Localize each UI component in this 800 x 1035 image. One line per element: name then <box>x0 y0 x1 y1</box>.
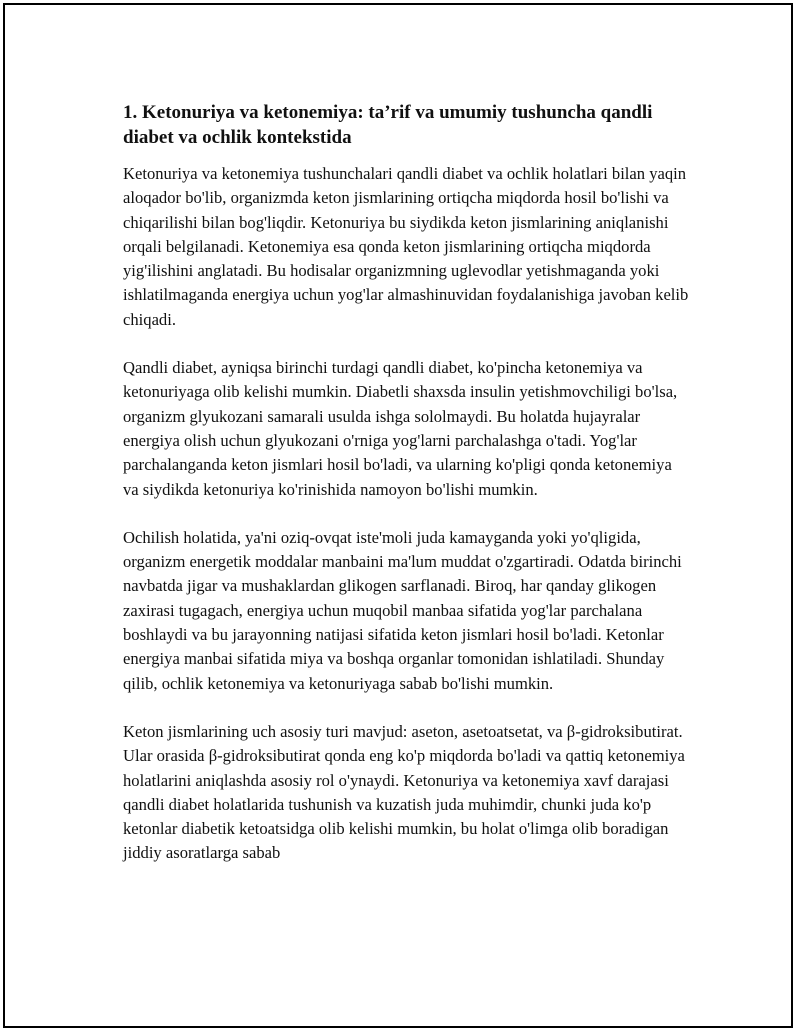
page-frame <box>3 3 793 1028</box>
paragraph-1: Ketonuriya va ketonemiya tushunchalari qandli diabet va ochlik holatlari bilan yaqin aloqador bo'lib, organizmda keton jismlarining ortiqcha miqdorda hosil bo'lishi va chiqarilishi bilan bog'liqdir. Ketonuriya bu siydikda keton jismlarining aniqlanishi orqali belgilanadi. Ketonemiya esa qonda keton jismlarining ortiqcha miqdorda yig'ilishini anglatadi. Bu hodisalar organizmning uglevodlar yetishmaganda yoki ishlatilmaganda energiya uchun yog'lar almashinuvidan foydalanishiga javoban kelib chiqadi. <box>123 164 689 329</box>
paragraph-2: Qandli diabet, ayniqsa birinchi turdagi qandli diabet, ko'pincha ketonemiya va ketonuriyaga olib kelishi mumkin. Diabetli shaxsda insulin yetishmovchiligi bo'lsa, organizm glyukozani samarali usulda ishga sololmaydi. Bu holatda hujayralar energiya olish uchun glyukozani o'rniga yog'larni parchalashga o'tadi. Yog'lar parchalanganda keton jismlari hosil bo'ladi, va ularning ko'pligi qonda ketonemiya va siydikda ketonuriya ko'rinishida namoyon bo'lishi mumkin. <box>123 358 678 499</box>
paragraph-3: Ochilish holatida, ya'ni oziq-ovqat iste'moli juda kamayganda yoki yo'qligida, organizm energetik moddalar manbaini ma'lum muddat o'zgartiradi. Odatda birinchi navbatda jigar va mushaklardan glikogen sarflanadi. Biroq, har qanday glikogen zaxirasi tugagach, energiya uchun muqobil manbaa sifatida yog'lar parchalana boshlaydi va bu jarayonning natijasi sifatida keton jismlari hosil bo'ladi. Ketonlar energiya manbai sifatida miya va boshqa organlar tomonidan ishlatiladi. Shunday qilib, ochlik ketonemiya va ketonuriyaga sabab bo'lishi mumkin. <box>123 527 682 693</box>
paragraph-4: Keton jismlarining uch asosiy turi mavjud: aseton, asetoatsetat, va β-gidroksibutirat. Ular orasida β-gidroksibutirat qonda eng ko'p miqdorda bo'ladi va qattiq ketonemiya holatlarini aniqlashda asosiy rol o'ynaydi. Ketonuriya va ketonemiya xavf darajasi qandli diabet holatlarida tushunish va kuzatish juda muhimdir, chunki juda ko'p ketonlar diabetik ketoatsidga olib kelishi mumkin, bu holat o'limga olib boradigan jiddiy asoratlarga sabab <box>123 721 685 863</box>
section-heading: 1. Ketonuriya va ketonemiya: ta’rif va umumiy tushuncha qandli diabet va ochlik kontekstida <box>123 102 653 148</box>
document-body <box>123 100 693 890</box>
